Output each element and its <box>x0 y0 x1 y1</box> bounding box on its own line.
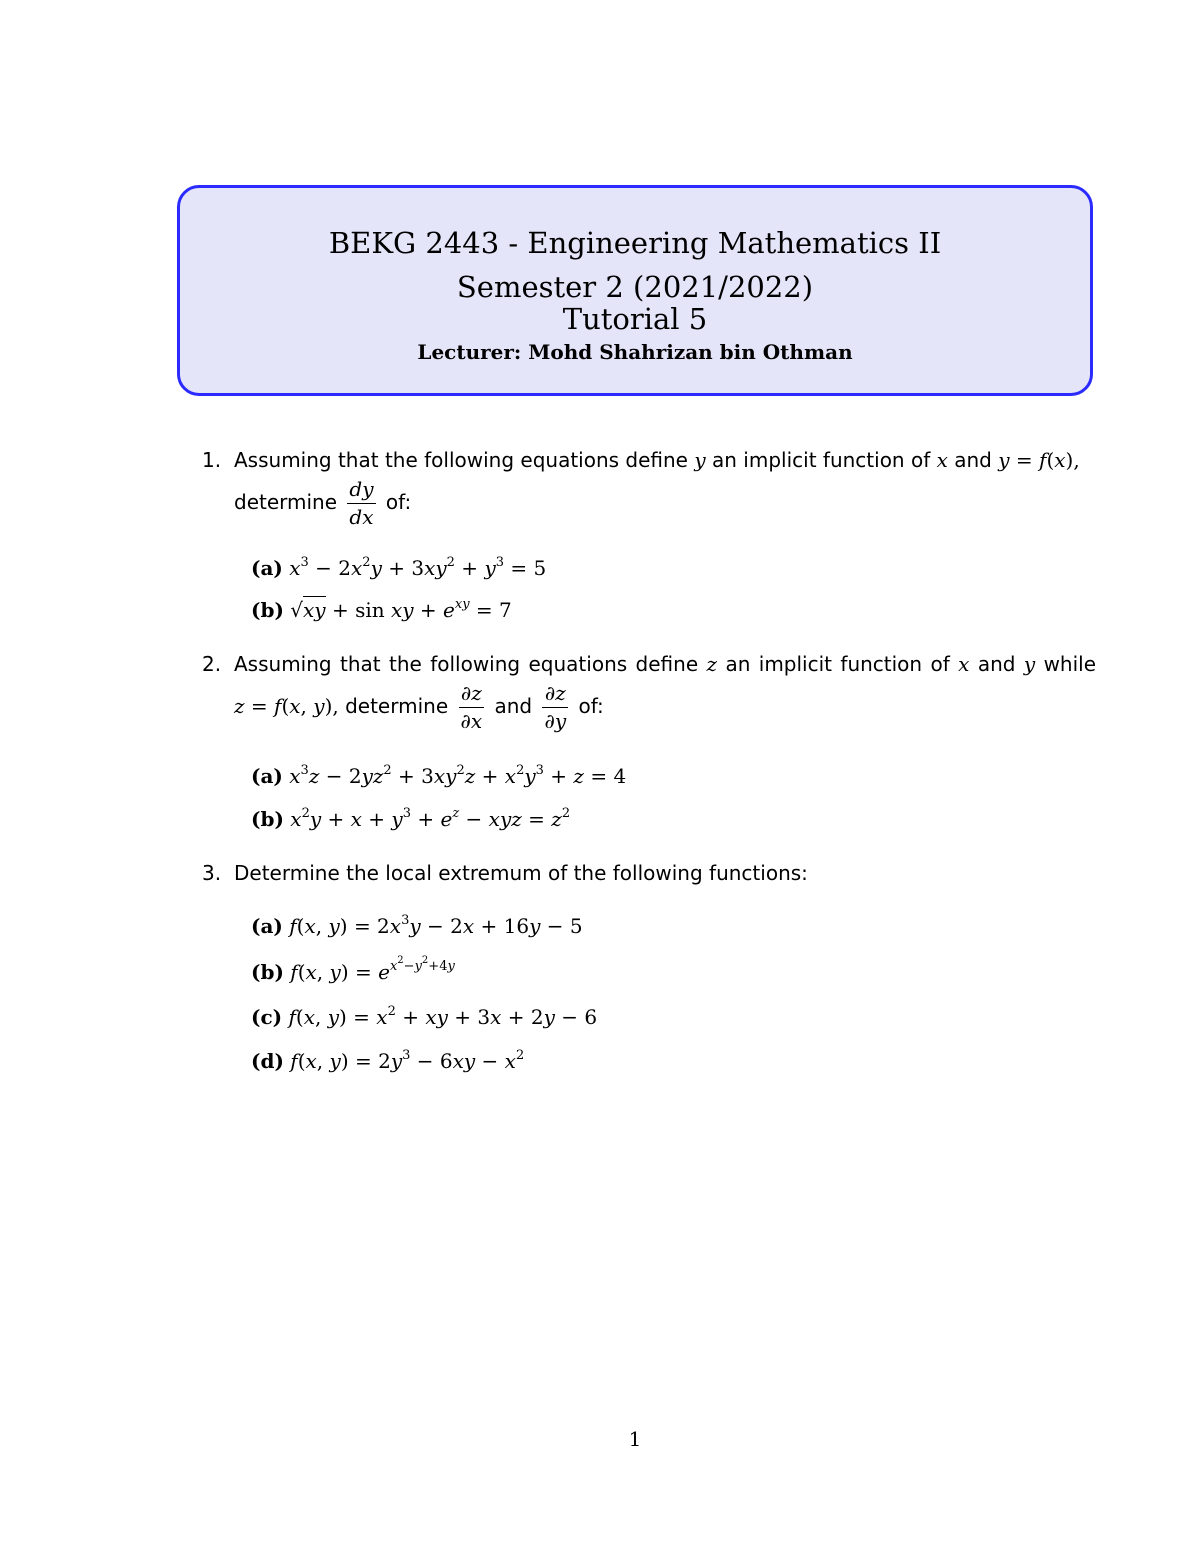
question-2-determine: z = f(x, y), determine $\frac{\partial z}{\partial x}$ and $\frac{\partial z}{\partial y}$ of: <box>234 681 604 733</box>
title-box <box>177 185 1093 396</box>
question-3c: (c) f(x, $y) = x^2$ + xy + 3x + 2y − 6 <box>251 1003 598 1029</box>
question-2b: (b) $x^2y + x + y^3 + e^z$ − xyz = $z^2$ <box>251 805 571 831</box>
question-1-determine: determine $\frac{dy}{dx}$ of: <box>234 477 412 529</box>
question-3-intro: Determine the local extremum of the following functions: <box>234 861 808 885</box>
question-3b: (b) f(x, $y) = e^{x^2-y^2+4y}$ <box>251 954 455 984</box>
lecturer-line: Lecturer: Mohd Shahrizan bin Othman <box>417 340 853 364</box>
question-3-number: 3. <box>202 861 222 885</box>
question-2-number: 2. <box>202 652 222 676</box>
dz-dx-fraction: $\frac{\partial z}{\partial x}$ <box>460 681 483 733</box>
question-1-intro: Assuming that the following equations define y an implicit function of x and y = f(x), <box>234 448 1080 472</box>
tutorial-line: Tutorial 5 <box>562 302 708 336</box>
question-2-intro: Assuming that the following equations define z an implicit function of x and y while <box>234 652 1097 676</box>
dy-dx-fraction: $\frac{dy}{dx}$ <box>349 477 374 529</box>
semester-line: Semester 2 (2021/2022) <box>456 270 814 304</box>
course-title: BEKG 2443 - Engineering Mathematics II <box>328 226 942 260</box>
question-1-number: 1. <box>202 448 222 472</box>
question-3a: (a) f(x, $y) = 2x^3y - 2x + 16y - 5$ <box>251 912 583 938</box>
dz-dy-fraction: $\frac{\partial z}{\partial y}$ <box>544 681 567 733</box>
page-number: 1 <box>628 1427 642 1451</box>
question-1a: (a) $x^3 - 2x^2y + 3xy^2 + y^3 = 5$ <box>251 554 547 580</box>
question-3d: (d) f(x, $y) = 2y^3 - 6xy - x^2$ <box>251 1047 525 1073</box>
question-1b: (b) √xy + sin xy + $e^{xy} = 7$ <box>251 596 512 622</box>
question-2a: (a) $x^3z - 2yz^2 + 3xy^2z + x^2y^3 + z = 4$ <box>251 762 627 788</box>
